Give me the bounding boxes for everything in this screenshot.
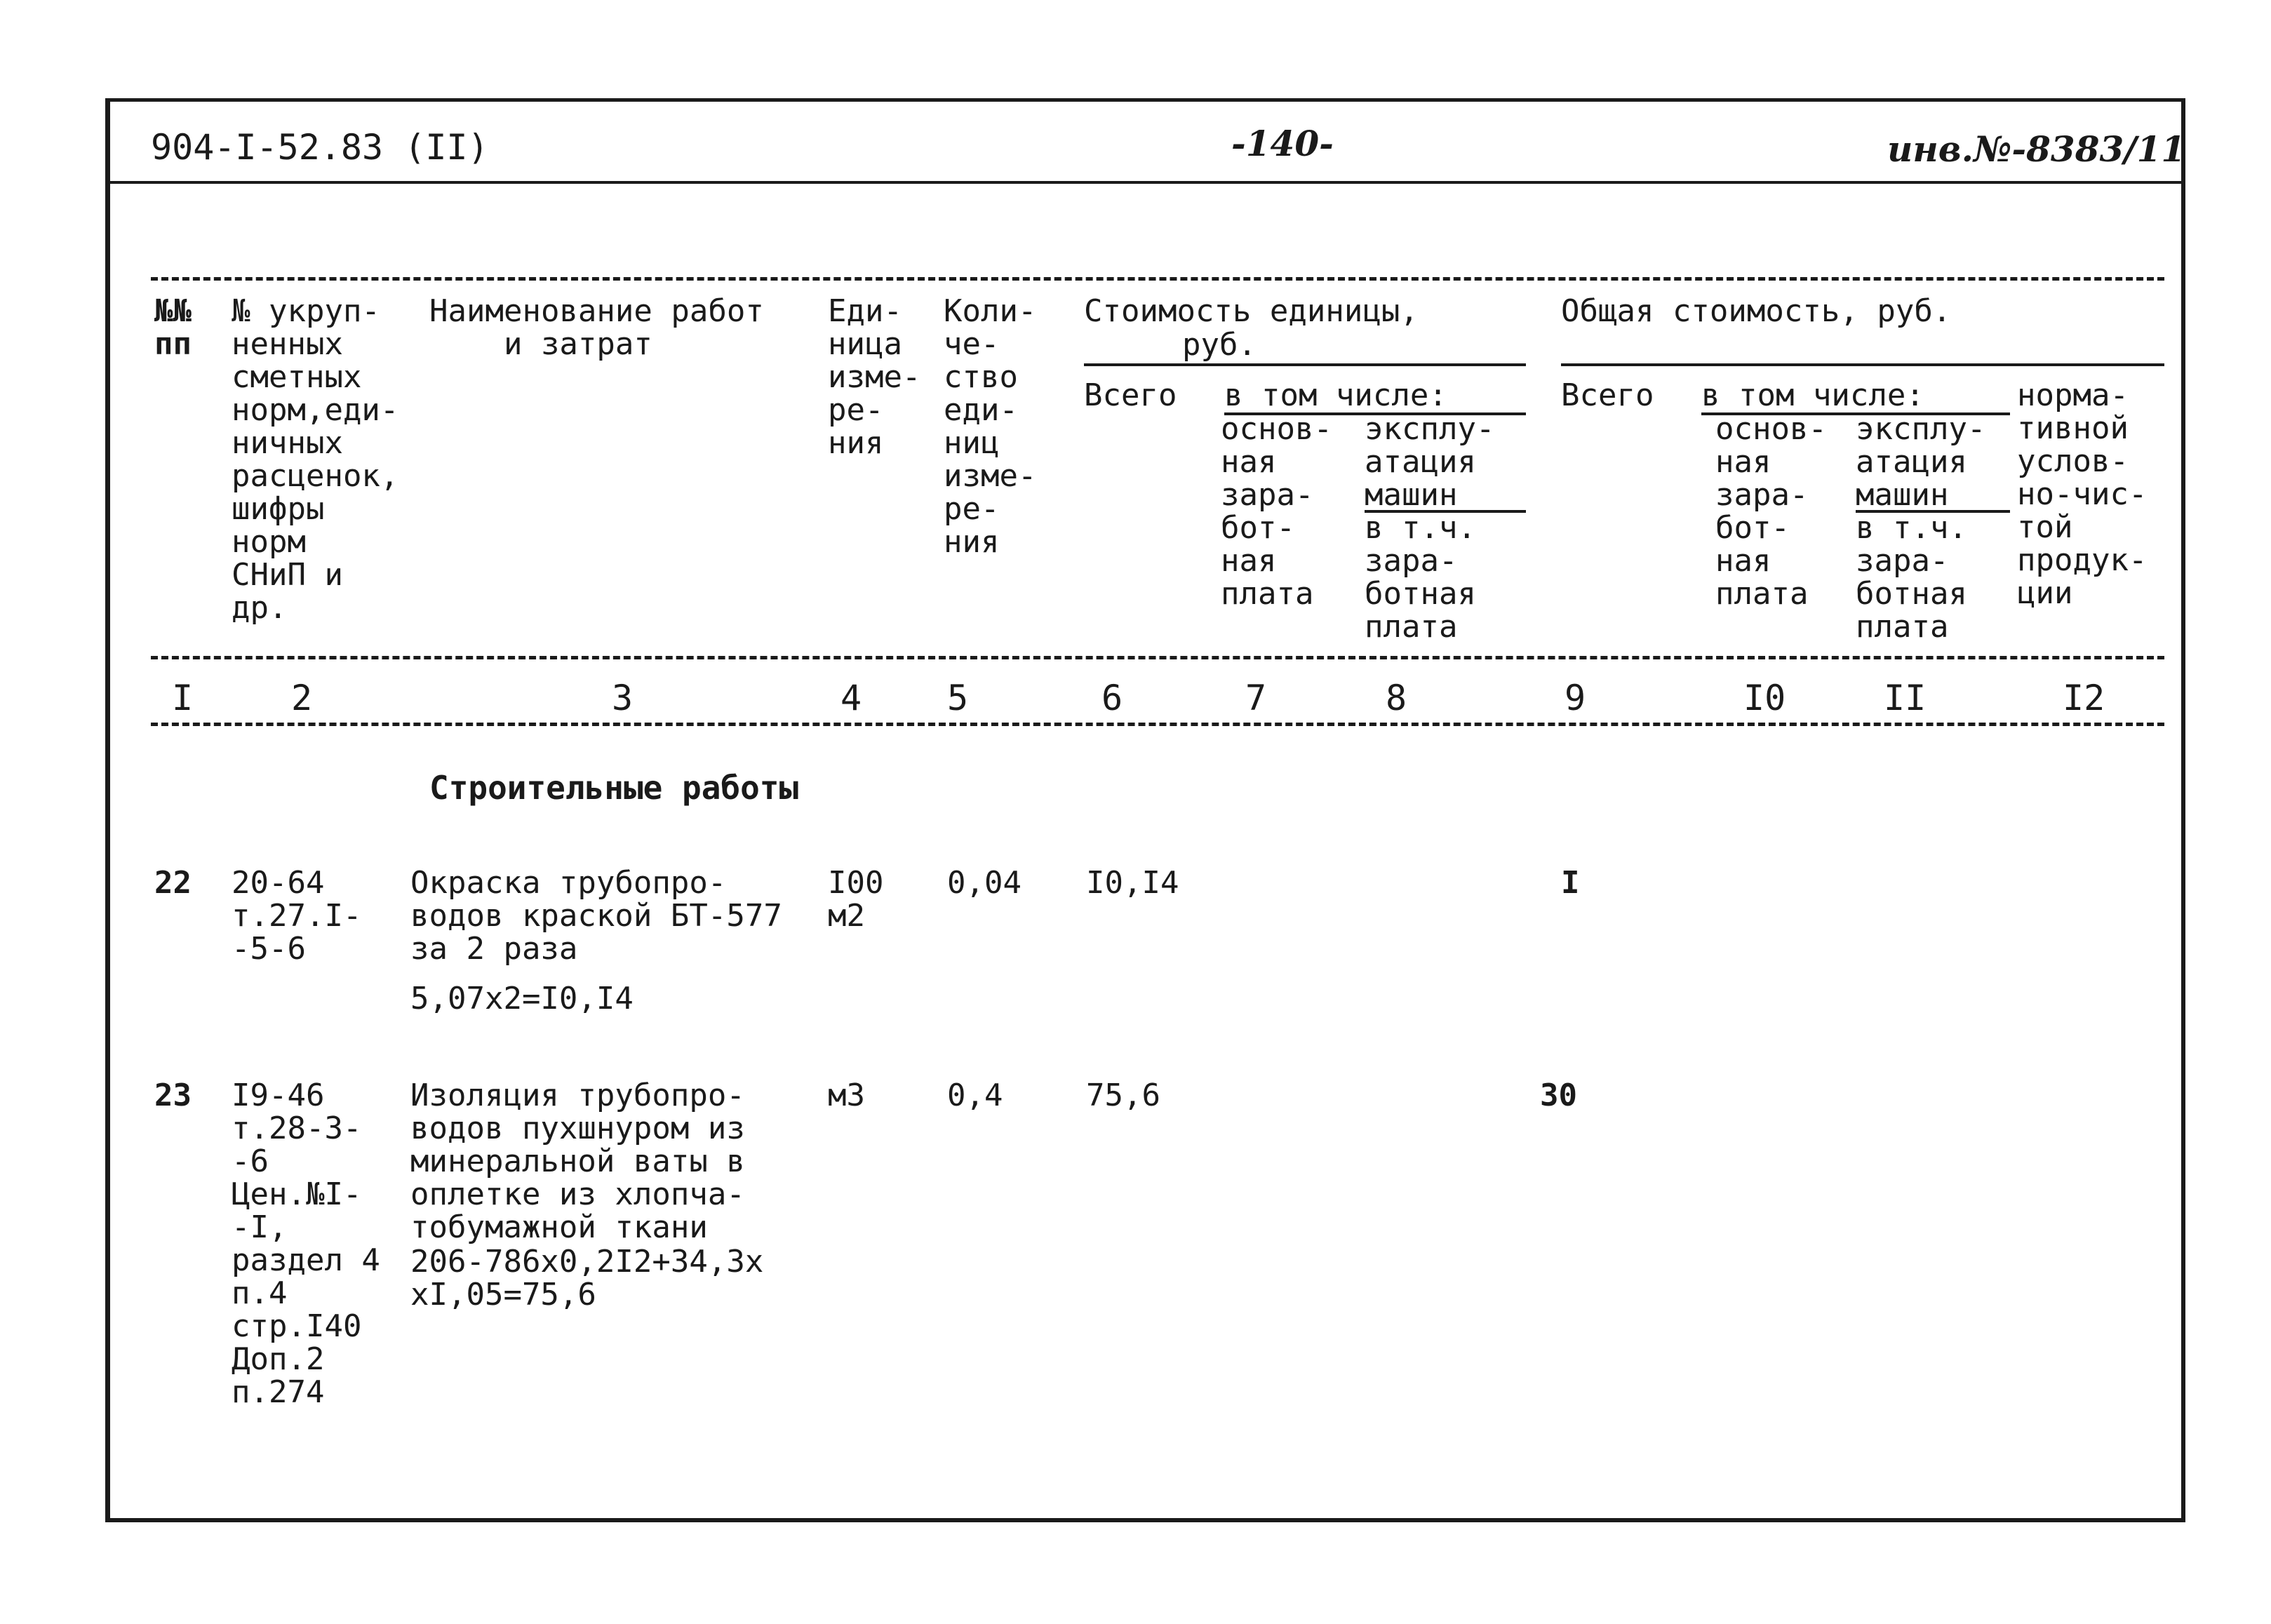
col-header-total-wages: основ- ная зара- бот- ная плата <box>1715 411 1827 612</box>
col-number-12: I2 <box>2063 678 2105 718</box>
row-22-quantity: 0,04 <box>947 865 1021 901</box>
total-cost-underline <box>1561 363 2164 366</box>
header-divider <box>105 181 2185 184</box>
row-23-code: I9-46 т.28-3- -6 Цен.№I- -I, раздел 4 п.4 стр.I40 Доп.2 п.274 <box>232 1078 380 1410</box>
row-22-name: Окраска трубопро- водов краской БТ-577 за 2 раза <box>410 865 782 967</box>
col-header-unit: Еди- ница изме- ре- ния <box>828 293 921 461</box>
row-23-calculation: 206-786х0,2I2+34,3х хI,05=75,6 <box>410 1244 764 1313</box>
col-header-unit-wages: основ- ная зара- бот- ная плата <box>1221 411 1332 612</box>
col-number-11: II <box>1884 678 1927 718</box>
col-header-item-number: №№ пп <box>154 293 192 362</box>
col-number-6: 6 <box>1101 678 1123 718</box>
col-header-total-incl: в том числе: <box>1701 377 1924 413</box>
header-bottom-rule <box>151 656 2164 659</box>
col-header-net-product: норма- тивной услов- но-чис- той продук- ции <box>2017 377 2148 611</box>
document-code: 904-I-52.83 (II) <box>151 127 489 168</box>
row-22-unit-total: I0,I4 <box>1086 865 1179 901</box>
row-22-calculation: 5,07х2=I0,I4 <box>410 981 634 1016</box>
row-22-code: 20-64 т.27.I- -5-6 <box>232 865 362 967</box>
col-number-10: I0 <box>1743 678 1786 718</box>
col-number-7: 7 <box>1245 678 1267 718</box>
col-number-5: 5 <box>947 678 969 718</box>
row-23-number: 23 <box>154 1078 192 1113</box>
row-23-name: Изоляция трубопро- водов пухшнуром из минеральной ваты в оплетке из хлопча- тобумажной ткани <box>410 1078 745 1245</box>
row-23-quantity: 0,4 <box>947 1078 1003 1113</box>
col-header-unit-machines: эксплу- атация машин <box>1365 411 1495 513</box>
col-header-total-machine-wages: в т.ч. зара- ботная плата <box>1856 510 1967 645</box>
page-number: -140- <box>1231 123 1334 164</box>
col-header-unit-incl: в том числе: <box>1224 377 1447 413</box>
row-22-total: I <box>1561 865 1580 901</box>
col-number-3: 3 <box>612 678 634 718</box>
col-number-2: 2 <box>291 678 313 718</box>
row-22-unit: I00 м2 <box>828 865 884 934</box>
col-header-total-machines: эксплу- атация машин <box>1856 411 1986 513</box>
row-23-unit-total: 75,6 <box>1086 1078 1160 1113</box>
row-23-total: 30 <box>1540 1078 1577 1113</box>
table-top-rule <box>151 277 2164 281</box>
col-header-unit-machine-wages: в т.ч. зара- ботная плата <box>1365 510 1476 645</box>
col-header-unit-cost: Стоимость единицы, <box>1084 293 1419 329</box>
column-number-rule <box>151 723 2164 726</box>
col-header-total: Всего <box>1561 377 1654 413</box>
inventory-number: инв.№-8383/11 <box>1887 128 2186 170</box>
col-number-1: I <box>172 678 194 718</box>
row-23-unit: м3 <box>828 1078 865 1113</box>
col-number-4: 4 <box>840 678 862 718</box>
col-number-8: 8 <box>1386 678 1407 718</box>
section-title: Строительные работы <box>429 769 799 807</box>
row-22-number: 22 <box>154 865 192 901</box>
unit-cost-underline <box>1084 363 1526 366</box>
col-header-total-cost: Общая стоимость, руб. <box>1561 293 1952 329</box>
col-header-work-name: Наименование работ и затрат <box>429 293 764 362</box>
col-header-unit-cost-rub: руб. <box>1182 327 1257 363</box>
col-header-unit-total: Всего <box>1084 377 1177 413</box>
col-number-9: 9 <box>1565 678 1586 718</box>
col-header-norm-code: № укруп- ненных сметных норм,еди- ничных расценок, шифры норм СНиП и др. <box>232 293 399 626</box>
col-header-quantity: Коли- че- ство еди- ниц изме- ре- ния <box>944 293 1037 560</box>
